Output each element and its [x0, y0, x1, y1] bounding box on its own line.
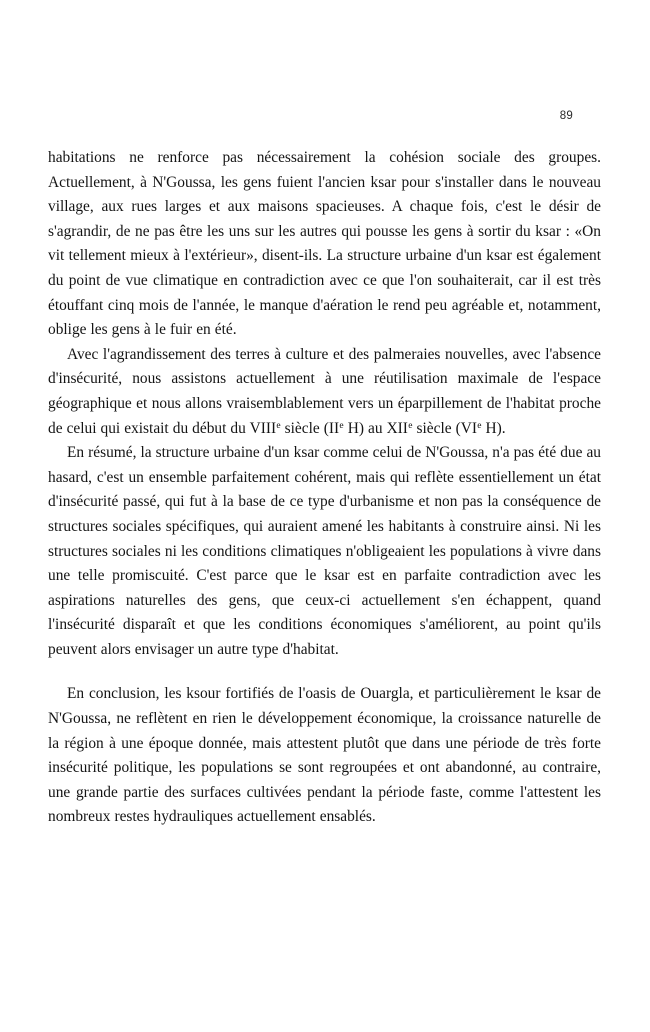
paragraph-3: En résumé, la structure urbaine d'un ksar comme celui de N'Goussa, n'a pas été due au hasard, c'est un ensemble parfaitement cohérent, mais qui reflète essentiellement un état d'insécurité passé, qui fut à la base de ce type d'urbanisme et non pas la conséquence de structures sociales spécifiques, qui auraient amené les habitants à construire ainsi. Ni les structures sociales ni les conditions climatiques n'obligeaient les populations à vivre dans une telle promiscuité. C'est parce que le ksar est en parfaite contradiction avec les aspirations naturelles des gens, que ceux-ci actuellement s'en échappent, quand l'insécurité disparaît et que les conditions économiques s'améliorent, au point qu'ils peuvent alors envisager un autre type d'habitat.	[48, 444, 601, 658]
ordinal-superscript-ii: e	[339, 419, 344, 431]
body-text-block	[48, 146, 601, 830]
paragraph-2-segment-3: H) au XII	[343, 419, 408, 437]
ordinal-superscript-viii: e	[276, 419, 281, 431]
paragraph-4: En conclusion, les ksour fortifiés de l'oasis de Ouargla, et particulièrement le ksar de N'Goussa, ne reflètent en rien le développement économique, la croissance naturelle de la région à une époque donnée, mais attestent plutôt que dans une période de très forte insécurité politique, les populations se sont regroupées et ont abandonné, au contraire, une grande partie des surfaces cultivées pendant la période faste, comme l'attestent les nombreux restes hydrauliques actuellement ensablés.	[48, 685, 601, 826]
paragraph-2-segment-5: H).	[481, 419, 506, 437]
paragraph-2-segment-2: siècle (II	[280, 419, 340, 437]
paragraph-2	[48, 343, 601, 441]
paragraph-2-segment-4: siècle (VI	[412, 419, 477, 437]
ordinal-superscript-xii: e	[408, 419, 413, 431]
paragraph-2-segment-1: Avec l'agrandissement des terres à culture et des palmeraies nouvelles, avec l'absence d'insécurité, nous assistons actuellement à une réutilisation maximale de l'espace géographique et nous allons vraisemblablement vers un éparpillement de l'habitat proche de celui qui existait du début du VIII	[48, 345, 601, 437]
ordinal-superscript-vi: e	[477, 419, 482, 431]
paragraph-1: habitations ne renforce pas nécessairement la cohésion sociale des groupes. Actuellement, à N'Goussa, les gens fuient l'ancien ksar pour s'installer dans le nouveau village, aux rues larges et aux maisons spacieuses. A chaque fois, c'est le désir de s'agrandir, de ne pas être les uns sur les autres qui pousse les gens à sortir du ksar : «On vit tellement mieux à l'extérieur», disent-ils. La structure urbaine d'un ksar est également du point de vue climatique en contradiction avec ce que l'on souhaiterait, car il est très étouffant cinq mois de l'année, le manque d'aération le rend peu agréable et, notamment, oblige les gens à le fuir en été.	[48, 149, 601, 339]
page-number: 89	[559, 110, 573, 122]
